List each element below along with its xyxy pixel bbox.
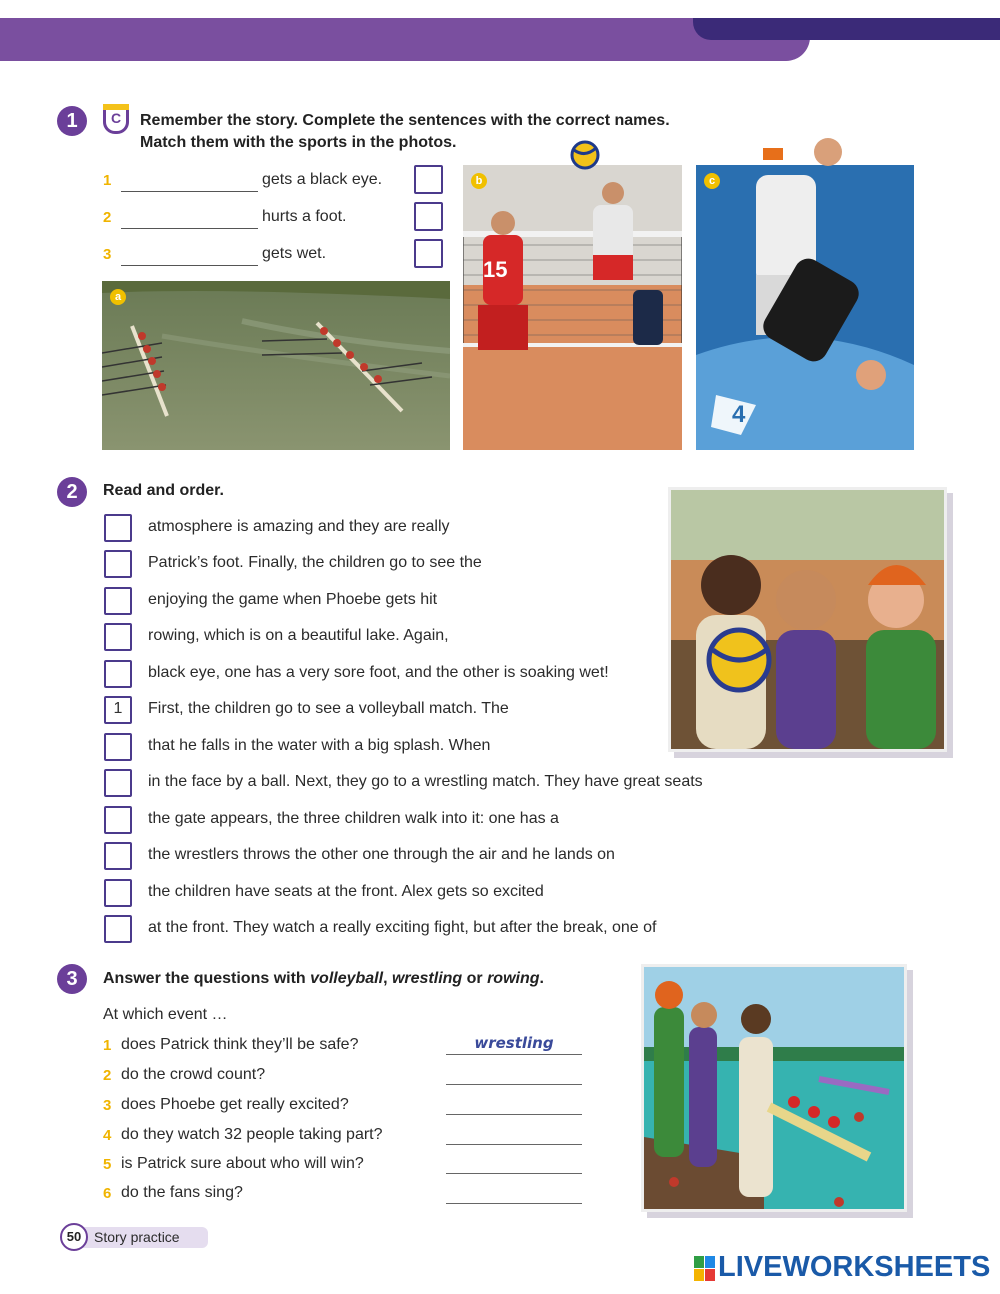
footer-section-label: Story practice xyxy=(94,1229,180,1245)
option-volleyball: volleyball xyxy=(310,970,384,987)
photo-label-c: c xyxy=(704,173,720,189)
order-box[interactable] xyxy=(104,587,132,615)
ex1-item-number: 2 xyxy=(103,209,112,226)
header-banner-accent xyxy=(693,18,1000,40)
order-box[interactable] xyxy=(104,660,132,688)
answer-field-1[interactable]: wrestling xyxy=(446,1034,582,1055)
children-rowing-illustration xyxy=(644,967,904,1209)
exercise-1-number: 1 xyxy=(57,106,87,136)
ex1-item-text: gets a black eye. xyxy=(262,171,383,188)
badge-letter: C xyxy=(110,110,122,126)
question-number: 3 xyxy=(103,1097,112,1114)
question-number: 6 xyxy=(103,1185,112,1202)
wrestling-illustration xyxy=(696,165,914,450)
question-number: 4 xyxy=(103,1127,112,1144)
exercise-1-instruction-line2: Match them with the sports in the photos. xyxy=(140,134,457,151)
volleyball-jersey-number: 15 xyxy=(483,257,508,282)
ex1-item-text: gets wet. xyxy=(262,245,327,262)
ex1-item-3-answer-box[interactable] xyxy=(414,239,443,268)
exercise-2-number: 2 xyxy=(57,477,87,507)
order-box[interactable] xyxy=(104,733,132,761)
exercise-3-number: 3 xyxy=(57,964,87,994)
volleyball-illustration xyxy=(463,165,682,450)
cambridge-badge-icon xyxy=(103,104,129,134)
order-line-text: the wrestlers throws the other one through the air and he lands on xyxy=(148,846,615,863)
order-line-text: rowing, which is on a beautiful lake. Again, xyxy=(148,627,449,644)
order-box[interactable] xyxy=(104,769,132,797)
exercise-3-instruction xyxy=(103,970,544,988)
rowing-illustration xyxy=(102,281,450,450)
ex1-item-number: 3 xyxy=(103,246,112,263)
instruction-sep: or xyxy=(462,970,488,987)
order-line-text: enjoying the game when Phoebe gets hit xyxy=(148,591,438,608)
order-line-text: that he falls in the water with a big splash. When xyxy=(148,737,491,754)
order-box[interactable] xyxy=(104,879,132,907)
instruction-sep: , xyxy=(383,970,392,987)
ex1-item-2-blank[interactable] xyxy=(121,228,258,229)
story-illustration-rowing xyxy=(641,964,907,1212)
order-box[interactable] xyxy=(104,915,132,943)
instruction-end: . xyxy=(539,970,544,987)
question-text: does Patrick think they’ll be safe? xyxy=(121,1036,359,1053)
order-box[interactable] xyxy=(104,550,132,578)
exercise-1-instruction-line1: Remember the story. Complete the sentences with the correct names. xyxy=(140,112,670,129)
question-number: 2 xyxy=(103,1067,112,1084)
order-box[interactable] xyxy=(104,623,132,651)
ex1-item-1-answer-box[interactable] xyxy=(414,165,443,194)
order-box[interactable] xyxy=(104,806,132,834)
order-box[interactable] xyxy=(104,514,132,542)
liveworksheets-brand[interactable]: LIVEWORKSHEETS xyxy=(718,1251,991,1283)
question-text: do they watch 32 people taking part? xyxy=(121,1126,383,1143)
exercise-2-instruction: Read and order. xyxy=(103,482,224,499)
answer-field-4[interactable] xyxy=(446,1124,582,1145)
question-text: does Phoebe get really excited? xyxy=(121,1096,349,1113)
ex1-item-1-blank[interactable] xyxy=(121,191,258,192)
photo-label-b: b xyxy=(471,173,487,189)
order-line-text: Patrick’s foot. Finally, the children go to see the xyxy=(148,554,482,571)
photo-wrestling xyxy=(696,165,914,450)
ex1-item-number: 1 xyxy=(103,172,112,189)
photo-label-a: a xyxy=(110,289,126,305)
question-text: do the fans sing? xyxy=(121,1184,243,1201)
ex1-item-text: hurts a foot. xyxy=(262,208,347,225)
ex1-item-3-blank[interactable] xyxy=(121,265,258,266)
page-number: 50 xyxy=(60,1223,88,1251)
wrestling-floor-number: 4 xyxy=(732,401,746,428)
question-number: 1 xyxy=(103,1037,112,1054)
question-text: is Patrick sure about who will win? xyxy=(121,1155,364,1172)
question-number: 5 xyxy=(103,1156,112,1173)
order-line-text: the gate appears, the three children walk into it: one has a xyxy=(148,810,559,827)
order-line-text: at the front. They watch a really exciting fight, but after the break, one of xyxy=(148,919,657,936)
option-rowing: rowing xyxy=(487,970,540,987)
answer-field-6[interactable] xyxy=(446,1183,582,1204)
order-line-text: black eye, one has a very sore foot, and the other is soaking wet! xyxy=(148,664,609,681)
liveworksheets-logo-icon xyxy=(694,1256,716,1282)
exercise-3-lead: At which event … xyxy=(103,1006,228,1023)
order-line-text: in the face by a ball. Next, they go to a wrestling match. They have great seats xyxy=(148,773,703,790)
answer-field-2[interactable] xyxy=(446,1064,582,1085)
order-box-prefilled: 1 xyxy=(104,696,132,724)
option-wrestling: wrestling xyxy=(391,970,463,987)
question-text: do the crowd count? xyxy=(121,1066,266,1083)
order-line-text: the children have seats at the front. Alex gets so excited xyxy=(148,883,544,900)
order-line-text: atmosphere is amazing and they are really xyxy=(148,518,450,535)
story-illustration-volleyball xyxy=(668,487,947,752)
instruction-pre: Answer the questions with xyxy=(103,970,311,987)
photo-rowing xyxy=(102,281,450,450)
order-line-text: First, the children go to see a volleyball match. The xyxy=(148,700,509,717)
ex1-item-2-answer-box[interactable] xyxy=(414,202,443,231)
answer-field-3[interactable] xyxy=(446,1094,582,1115)
order-box[interactable] xyxy=(104,842,132,870)
wrestler-head-icon xyxy=(758,130,848,170)
children-volleyball-illustration xyxy=(671,490,944,749)
header-banner xyxy=(0,18,810,61)
photo-volleyball xyxy=(463,165,682,450)
volleyball-ball-icon xyxy=(568,138,602,172)
answer-field-5[interactable] xyxy=(446,1153,582,1174)
